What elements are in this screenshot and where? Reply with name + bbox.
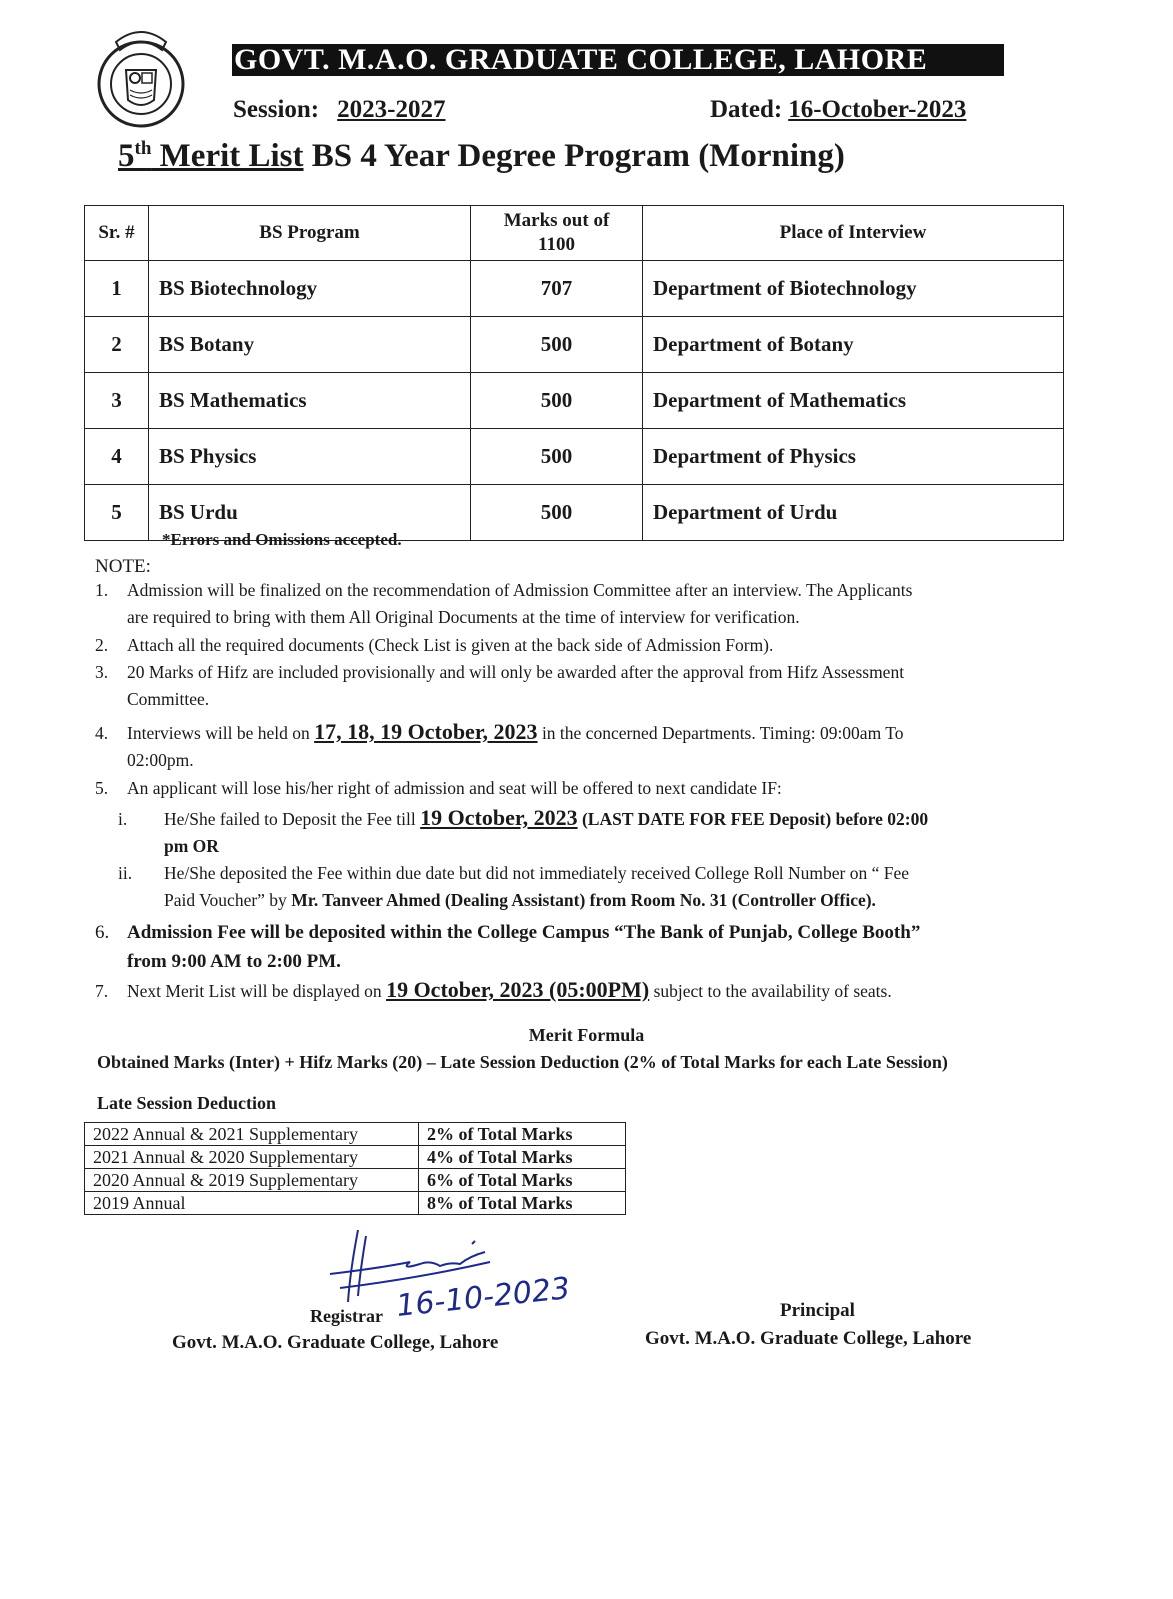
- cell-marks: 707: [471, 261, 643, 317]
- note-text: Paid Voucher” by: [164, 890, 292, 910]
- next-list-date: 19 October, 2023 (05:00PM): [386, 977, 650, 1002]
- note-text: pm OR: [164, 836, 219, 856]
- cell-marks: 500: [471, 429, 643, 485]
- note-text: Attach all the required documents (Check List is given at the back side of Admission Form).: [127, 635, 774, 655]
- cell-place: Department of Botany: [643, 317, 1064, 373]
- cell-sr: 1: [85, 261, 149, 317]
- table-row: [85, 429, 1064, 485]
- registrar-title: Registrar: [310, 1306, 383, 1326]
- note-number: 4.: [95, 723, 109, 743]
- cell-sr: 3: [85, 373, 149, 429]
- note-5-ii: [118, 860, 1063, 914]
- col-sr: Sr. #: [85, 206, 149, 261]
- table-row: [85, 1123, 626, 1146]
- note-number: 6.: [95, 922, 110, 943]
- formula-text: Obtained Marks (Inter) + Hifz Marks (20) – Late Session Deduction (2% of Total Marks for each Late Session): [97, 1052, 948, 1072]
- table-header-row: [85, 206, 1064, 261]
- cell-sr: 4: [85, 429, 149, 485]
- note-text: from 9:00 AM to 2:00 PM.: [127, 951, 341, 972]
- cell-sr: 2: [85, 317, 149, 373]
- table-row: [85, 261, 1064, 317]
- note-number: 1.: [95, 580, 109, 600]
- col-marks: Marks out of 1100: [471, 206, 643, 261]
- note-text: He/She failed to Deposit the Fee till: [164, 809, 421, 829]
- note-text: Interviews will be held on: [127, 723, 315, 743]
- cell-deduction: 4% of Total Marks: [419, 1146, 626, 1169]
- note-text: Admission will be finalized on the recommendation of Admission Committee after an interview. The Applicants: [127, 580, 913, 600]
- fee-last-date: 19 October, 2023: [420, 805, 578, 830]
- cell-place: Department of Physics: [643, 429, 1064, 485]
- cell-program: BS Biotechnology: [149, 261, 471, 317]
- note-number: 3.: [95, 662, 109, 682]
- note-6: [95, 918, 1065, 976]
- cell-deduction: 6% of Total Marks: [419, 1169, 626, 1192]
- cell-session: 2021 Annual & 2020 Supplementary: [85, 1146, 419, 1169]
- note-text: 02:00pm.: [127, 750, 194, 770]
- registrar-college: Govt. M.A.O. Graduate College, Lahore: [172, 1332, 499, 1353]
- note-text: Mr. Tanveer Ahmed (Dealing Assistant) from Room No. 31 (Controller Office).: [291, 890, 876, 910]
- sub-number: ii.: [118, 863, 133, 883]
- note-5: [95, 775, 1065, 802]
- cell-session: 2022 Annual & 2021 Supplementary: [85, 1123, 419, 1146]
- cell-deduction: 8% of Total Marks: [419, 1192, 626, 1215]
- title-merit-list: Merit List: [151, 138, 304, 174]
- note-2: [95, 632, 1065, 659]
- handwritten-date: 16-10-2023: [394, 1270, 572, 1325]
- cell-place: Department of Urdu: [643, 485, 1064, 541]
- note-number: 2.: [95, 635, 109, 655]
- note-number: 7.: [95, 981, 109, 1001]
- title-ordinal: 5: [118, 138, 135, 174]
- late-session-heading: Late Session Deduction: [97, 1093, 277, 1113]
- cell-place: Department of Biotechnology: [643, 261, 1064, 317]
- cell-session: 2019 Annual: [85, 1192, 419, 1215]
- interview-dates: 17, 18, 19 October, 2023: [314, 719, 538, 744]
- late-session-table: [84, 1122, 626, 1215]
- title-rest: BS 4 Year Degree Program (Morning): [303, 138, 845, 174]
- dated-label: Dated:: [710, 96, 783, 123]
- cell-program: BS Physics: [149, 429, 471, 485]
- cell-marks: 500: [471, 485, 643, 541]
- note-text: 20 Marks of Hifz are included provisionally and will only be awarded after the approval from Hifz Assessment: [127, 662, 905, 682]
- note-1: [95, 577, 1065, 631]
- col-program: BS Program: [149, 206, 471, 261]
- note-text: subject to the availability of seats.: [649, 981, 892, 1001]
- session-line: [233, 96, 445, 124]
- formula-heading: Merit Formula: [528, 1025, 645, 1045]
- table-row: [85, 317, 1064, 373]
- errors-footnote: *Errors and Omissions accepted.: [162, 530, 402, 549]
- note-heading: NOTE:: [95, 556, 151, 577]
- note-5-i: [118, 804, 1063, 860]
- sub-number: i.: [118, 809, 128, 829]
- principal-title: Principal: [780, 1300, 855, 1321]
- table-row: [85, 1169, 626, 1192]
- cell-deduction: 2% of Total Marks: [419, 1123, 626, 1146]
- cell-program: BS Urdu: [149, 485, 471, 541]
- note-text: An applicant will lose his/her right of admission and seat will be offered to next candidate IF:: [127, 778, 782, 798]
- table-row: [85, 1146, 626, 1169]
- note-number: 5.: [95, 778, 109, 798]
- note-4: [95, 718, 1065, 774]
- principal-college: Govt. M.A.O. Graduate College, Lahore: [645, 1328, 972, 1349]
- table-row: [85, 1192, 626, 1215]
- table-row: [85, 373, 1064, 429]
- title-ordinal-suffix: th: [134, 138, 152, 159]
- page-title: [118, 138, 845, 175]
- cell-program: BS Botany: [149, 317, 471, 373]
- note-text: Admission Fee will be deposited within the College Campus “The Bank of Punjab, College Booth”: [127, 922, 921, 943]
- note-text: Committee.: [127, 689, 210, 709]
- college-logo: [86, 20, 196, 130]
- college-name-banner: GOVT. M.A.O. GRADUATE COLLEGE, LAHORE: [232, 44, 1004, 76]
- cell-marks: 500: [471, 317, 643, 373]
- cell-session: 2020 Annual & 2019 Supplementary: [85, 1169, 419, 1192]
- note-text: are required to bring with them All Original Documents at the time of interview for verification.: [127, 607, 800, 627]
- dated-line: [710, 96, 966, 124]
- cell-program: BS Mathematics: [149, 373, 471, 429]
- cell-marks: 500: [471, 373, 643, 429]
- note-text: Next Merit List will be displayed on: [127, 981, 387, 1001]
- note-3: [95, 659, 1065, 713]
- session-label: Session:: [233, 96, 320, 123]
- cell-sr: 5: [85, 485, 149, 541]
- dated-value: 16-October-2023: [788, 96, 967, 123]
- col-place: Place of Interview: [643, 206, 1064, 261]
- note-text: (LAST DATE FOR FEE Deposit) before 02:00: [577, 809, 929, 829]
- session-value: 2023-2027: [337, 96, 446, 123]
- note-7: [95, 976, 1065, 1005]
- merit-table: [84, 205, 1064, 541]
- note-text: in the concerned Departments. Timing: 09:00am To: [537, 723, 904, 743]
- cell-place: Department of Mathematics: [643, 373, 1064, 429]
- note-text: He/She deposited the Fee within due date but did not immediately received College Roll Number on “ Fee: [164, 863, 910, 883]
